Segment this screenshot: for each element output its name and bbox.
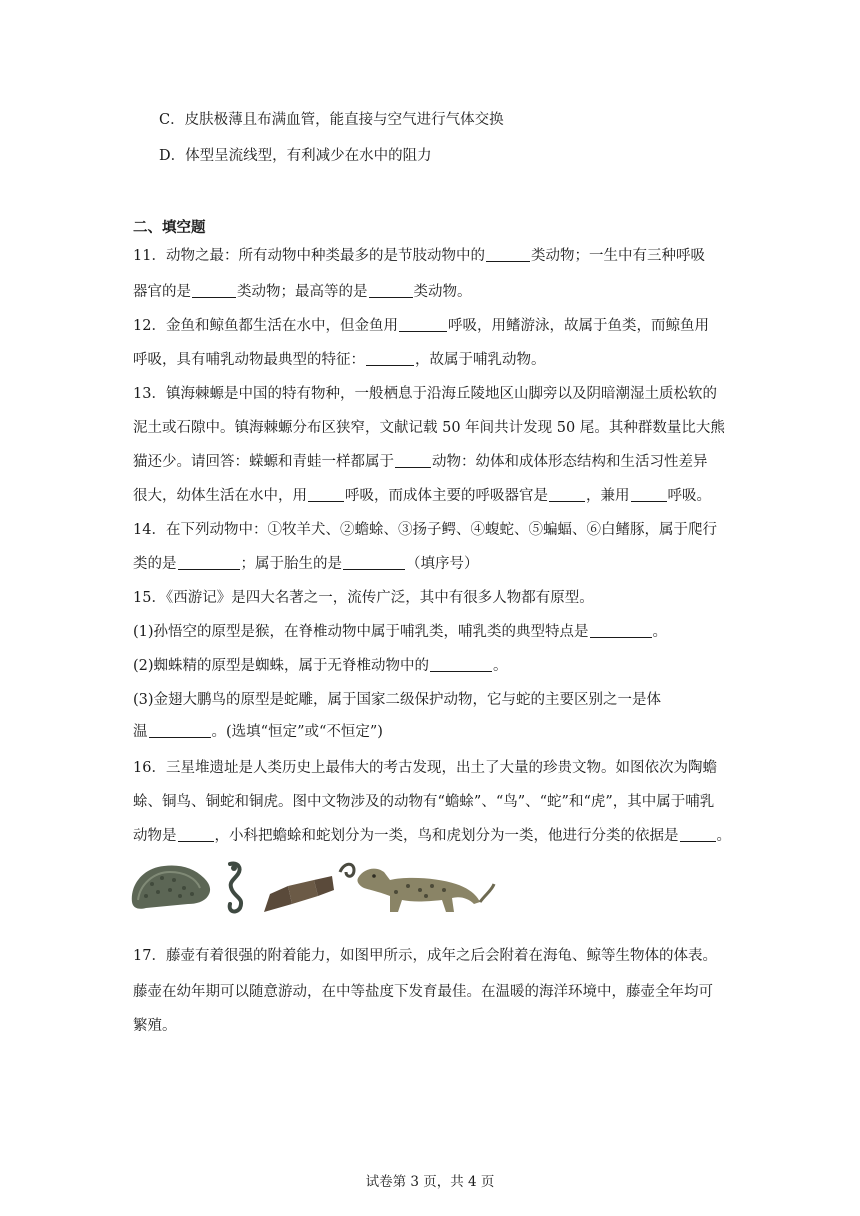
question-17-line-1: 17．藤壶有着很强的附着能力，如图甲所示，成年之后会附着在海龟、鲸等生物体的体表。 <box>133 948 717 964</box>
question-13-line-2: 泥土或石隙中。镇海棘螈分布区狭窄，文献记载 50 年间共计发现 50 尾。其种群数量比大熊 <box>133 420 725 436</box>
bronze-bird-icon <box>230 864 241 912</box>
pottery-toad-icon <box>132 866 210 909</box>
answer-blank[interactable] <box>631 487 667 502</box>
question-12-line-2: 呼吸，具有哺乳动物最典型的特征： ，故属于哺乳动物。 <box>133 352 546 368</box>
question-15-sub-3-cont: 温 。(选填“恒定”或“不恒定”) <box>133 724 383 740</box>
answer-blank[interactable] <box>399 317 447 332</box>
answer-blank[interactable] <box>680 827 716 842</box>
question-13-line-4: 很大，幼体生活在水中，用 呼吸，而成体主要的呼吸器官是 ，兼用 呼吸。 <box>133 488 711 504</box>
answer-blank[interactable] <box>308 487 344 502</box>
answer-blank[interactable] <box>178 827 214 842</box>
question-15-line-1: 15．《西游记》是四大名著之一，流传广泛，其中有很多人物都有原型。 <box>133 590 594 606</box>
question-14-line-1: 14．在下列动物中：①牧羊犬、②蟾蜍、③扬子鳄、④蝮蛇、⑤蝙蝠、⑥白鳍豚，属于爬行 <box>133 522 717 538</box>
question-16-line-3: 动物是 ，小科把蟾蜍和蛇划分为一类，鸟和虎划分为一类，他进行分类的依据是 。 <box>133 828 731 844</box>
answer-blank[interactable] <box>192 283 236 298</box>
question-16-line-2: 蜍、铜鸟、铜蛇和铜虎。图中文物涉及的动物有“蟾蜍”、“鸟”、“蛇”和“虎”，其中属于哺乳 <box>133 794 715 810</box>
answer-blank[interactable] <box>343 555 405 570</box>
answer-blank[interactable] <box>549 487 585 502</box>
answer-blank[interactable] <box>430 657 492 672</box>
page-footer: 试卷第 3 页，共 4 页 <box>365 1174 495 1190</box>
bronze-snake-icon <box>264 864 354 912</box>
answer-blank[interactable] <box>590 623 652 638</box>
question-11-line-2: 器官的是 类动物；最高等的是 类动物。 <box>133 284 472 300</box>
option-c: C．皮肤极薄且布满血管，能直接与空气进行气体交换 <box>159 112 504 128</box>
option-d: D．体型呈流线型，有利减少在水中的阻力 <box>159 148 432 164</box>
section-title: 二、填空题 <box>133 219 206 236</box>
question-16-line-1: 16．三星堆遗址是人类历史上最伟大的考古发现，出土了大量的珍贵文物。如图依次为陶蟾 <box>133 760 717 776</box>
question-17-line-3: 繁殖。 <box>133 1018 177 1034</box>
question-13-line-3: 猫还少。请回答：蝾螈和青蛙一样都属于 动物：幼体和成体形态结构和生活习性差异 <box>133 454 708 470</box>
question-11-line-1: 11．动物之最：所有动物中种类最多的是节肢动物中的 类动物；一生中有三种呼吸 <box>133 248 705 264</box>
question-13-line-1: 13．镇海棘螈是中国的特有物种，一般栖息于沿海丘陵地区山脚旁以及阴暗潮湿土质松软的 <box>133 386 717 402</box>
question-15-sub-1: (1)孙悟空的原型是猴，在脊椎动物中属于哺乳类，哺乳类的典型特点是 。 <box>133 624 668 640</box>
bronze-tiger-icon <box>357 869 494 912</box>
answer-blank[interactable] <box>178 555 240 570</box>
answer-blank[interactable] <box>395 453 431 468</box>
answer-blank[interactable] <box>366 351 414 366</box>
question-12-line-1: 12．金鱼和鲸鱼都生活在水中，但金鱼用 呼吸，用鳍游泳，故属于鱼类，而鲸鱼用 <box>133 318 709 334</box>
question-15-sub-3: (3)金翅大鹏鸟的原型是蛇雕，属于国家二级保护动物，它与蛇的主要区别之一是体 <box>133 692 662 708</box>
sanxingdui-artifacts-figure <box>128 850 498 922</box>
question-15-sub-2: (2)蜘蛛精的原型是蜘蛛，属于无脊椎动物中的 。 <box>133 658 508 674</box>
question-14-line-2: 类的是 ；属于胎生的是 （填序号） <box>133 556 479 572</box>
answer-blank[interactable] <box>369 283 413 298</box>
answer-blank[interactable] <box>486 247 530 262</box>
question-17-line-2: 藤壶在幼年期可以随意游动，在中等盐度下发育最佳。在温暖的海洋环境中，藤壶全年均可 <box>133 984 713 1000</box>
answer-blank[interactable] <box>149 723 211 738</box>
